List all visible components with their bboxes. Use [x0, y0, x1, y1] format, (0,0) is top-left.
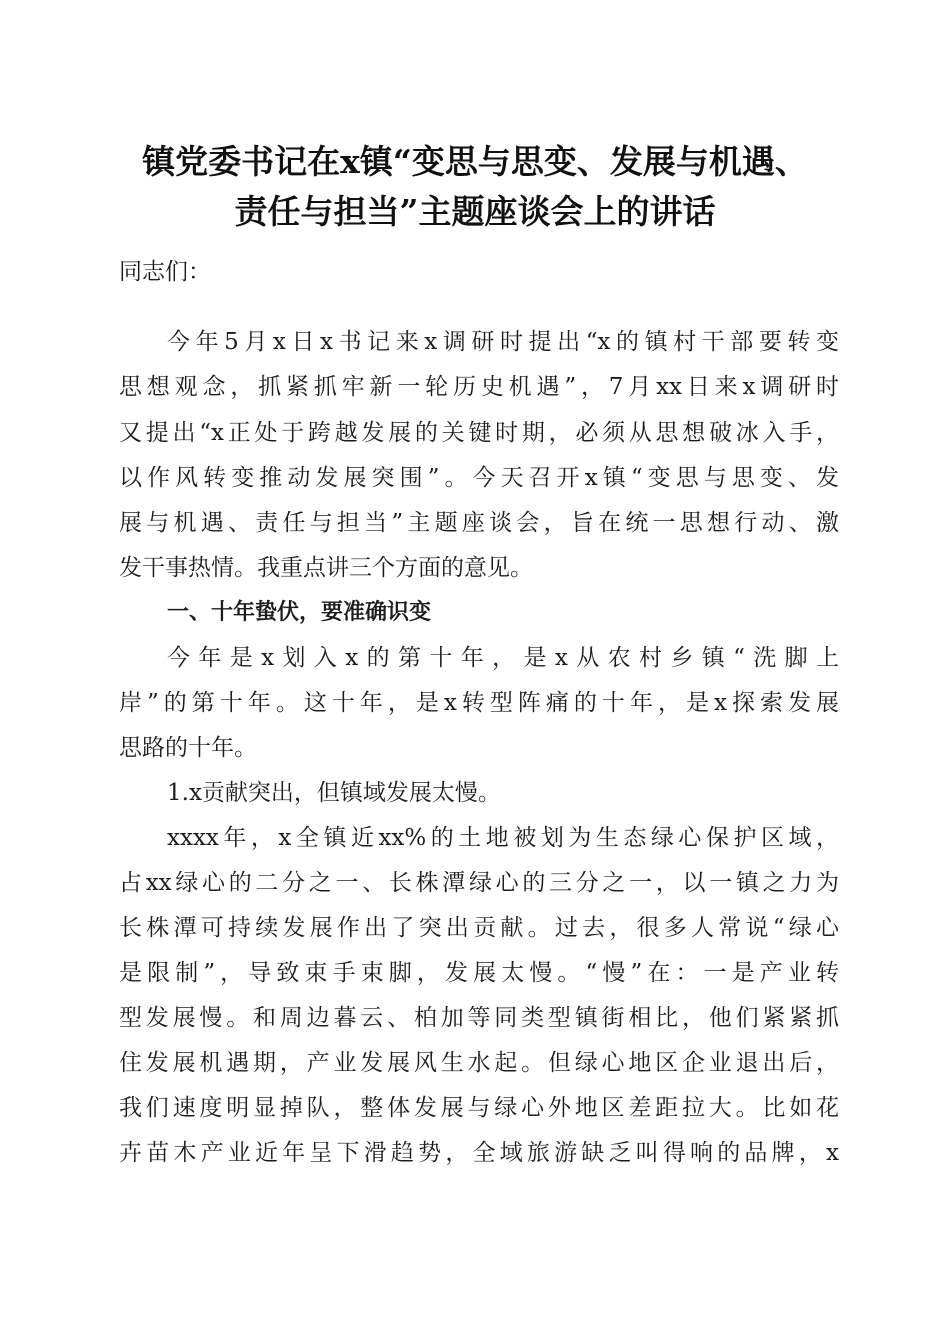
paragraph-line: 今年是x划入x的第十年，是x从农村乡镇“洗脚上 — [167, 645, 839, 671]
paragraph-line: 又提出“x正处于跨越发展的关键时期，必须从思想破冰入手， — [119, 420, 839, 446]
paragraph-line: 展与机遇、责任与担当”主题座谈会，旨在统一思想行动、激 — [119, 510, 839, 536]
paragraph-line: 占xx绿心的二分之一、长株潭绿心的三分之一，以一镇之力为 — [119, 870, 839, 896]
paragraph-line: 住发展机遇期，产业发展风生水起。但绿心地区企业退出后， — [119, 1050, 839, 1076]
paragraph-line: 我们速度明显掉队，整体发展与绿心外地区差距拉大。比如花 — [119, 1095, 839, 1121]
paragraph-line: 岸”的第十年。这十年，是x转型阵痛的十年，是x探索发展 — [119, 690, 839, 716]
paragraph-line: 思想观念，抓紧抓牢新一轮历史机遇”，7月xx日来x调研时 — [119, 374, 839, 400]
paragraph-line: xxxx年，x全镇近xx%的土地被划为生态绿心保护区域， — [167, 825, 839, 851]
paragraph-line: 今年5月x日x书记来x调研时提出“x的镇村干部要转变 — [167, 329, 839, 355]
paragraph-line: 以作风转变推动发展突围”。今天召开x镇“变思与思变、发 — [119, 465, 839, 491]
paragraph-line: 思路的十年。 — [119, 735, 257, 761]
paragraph-line: 长株潭可持续发展作出了突出贡献。过去，很多人常说“绿心 — [119, 915, 839, 941]
paragraph-line: 卉苗木产业近年呈下滑趋势，全域旅游缺乏叫得响的品牌，x — [119, 1140, 839, 1166]
paragraph-line: 发干事热情。我重点讲三个方面的意见。 — [119, 555, 533, 581]
subsection-heading: 1.x贡献突出，但镇域发展太慢。 — [167, 780, 501, 806]
paragraph-line: 是限制”，导致束手束脚，发展太慢。“慢”在：一是产业转 — [119, 960, 839, 986]
document-title-line-1: 镇党委书记在x镇“变思与思变、发展与机遇、 — [142, 142, 808, 181]
document-title-line-2: 责任与担当”主题座谈会上的讲话 — [234, 192, 716, 231]
salutation: 同志们： — [119, 259, 211, 285]
paragraph-line: 型发展慢。和周边暮云、柏加等同类型镇街相比，他们紧紧抓 — [119, 1005, 839, 1031]
section-heading: 一、十年蛰伏，要准确识变 — [167, 600, 432, 625]
